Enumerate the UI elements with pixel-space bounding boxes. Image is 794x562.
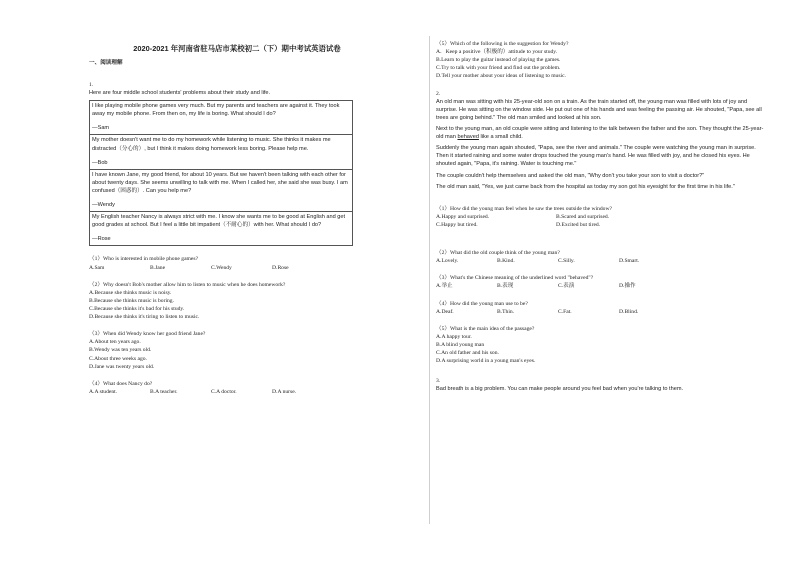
- question-2-3: [436, 274, 769, 290]
- option-d[interactable]: D.操作: [619, 283, 636, 290]
- option-a[interactable]: A.Lovely.: [436, 258, 459, 265]
- option-b[interactable]: B.Jane: [150, 264, 166, 271]
- question-2-1: [436, 205, 769, 229]
- passage-paragraph: The old man said, "Yes, we just came back from the hospital as today my son got his eyesight for the first time in his life.": [436, 183, 735, 190]
- letter-sam: [90, 101, 352, 135]
- option-d[interactable]: D.Rose: [272, 264, 289, 271]
- option-c[interactable]: C.Because she thinks it's bad for his study.: [89, 306, 185, 313]
- options: [436, 282, 769, 290]
- question-text: （4）How did the young man use to be?: [436, 300, 528, 307]
- question-text: （3）What's the Chinese meaning of the underlined word "behaved"?: [436, 275, 594, 282]
- question-2-4: [436, 300, 769, 316]
- option-c[interactable]: C.About three weeks ago.: [89, 355, 147, 362]
- letter-text: My mother doesn't want me to do my homework while listening to music. She thinks it makes me distracted（分心的）, but I think it makes doing homework less boring. Please help me.: [92, 137, 331, 152]
- question-2-5: [436, 325, 769, 366]
- option-b[interactable]: B.Kind.: [497, 258, 515, 265]
- question-2-2: [436, 249, 769, 265]
- option-a[interactable]: A．Keep a positive（积极的）attitude to your study.: [436, 49, 558, 56]
- passage-paragraph: The couple couldn't help themselves and asked the old man, "Why don't you take your son to visit a doctor?": [436, 172, 705, 179]
- options: [436, 257, 769, 265]
- letter-wendy: [90, 170, 352, 212]
- passage-3-number: 3.: [436, 378, 441, 385]
- letter-text: I have known Jane, my good friend, for about 10 years. But we haven't been talking with each other for about twenty days. She seems unwilling to talk with me. When I called her, she said she was busy. I am confused（困惑的）. Can you help me?: [92, 171, 348, 194]
- option-b[interactable]: B.Learn to play the guitar instead of playing the games.: [436, 57, 561, 64]
- option-d[interactable]: D.Jane was twenty years old.: [89, 363, 155, 370]
- underlined-word: behaved: [457, 134, 479, 141]
- exam-title: 2020-2021 年河南省驻马店市某校初二（下）期中考试英语试卷: [133, 44, 341, 53]
- question-1-2: [89, 281, 354, 322]
- question-1-1: [89, 255, 354, 271]
- option-b[interactable]: B.表现: [497, 283, 514, 290]
- text-after: like a small child.: [478, 134, 523, 141]
- option-d[interactable]: D.Blind.: [619, 308, 639, 315]
- option-a[interactable]: A.Because she thinks music is noisy.: [89, 289, 172, 296]
- text-before: Next to the young man, an old couple were sitting and listening to the talk between the father and the son. They thought the 25-year-old man: [436, 125, 764, 141]
- passage-2-text: [436, 98, 769, 191]
- passage-paragraph: Suddenly the young man again shouted, "Papa, see the river and animals." The couple were watching the young man in surprise. Then it started raining and some water drops touched the young man's hand. He was filled with joy, and he closed his eyes. He shouted again, "Papa, it's raining. Water is touching me.": [436, 145, 756, 168]
- option-c[interactable]: C.Happy but tired.: [436, 221, 478, 228]
- passage-paragraph-underlined: [436, 125, 769, 141]
- column-divider: [429, 36, 430, 524]
- option-b[interactable]: B.Wendy was ten years old.: [89, 347, 152, 354]
- option-c[interactable]: C.A doctor.: [211, 388, 237, 395]
- letter-text: I like playing mobile phone games very much. But my parents and teachers are against it. They took away my mobile phone. From then on, my life is boring. What should I do?: [92, 103, 340, 118]
- option-c[interactable]: C.Wendy: [211, 264, 232, 271]
- option-d[interactable]: D.Tell your mother about your ideas of listening to music.: [436, 73, 566, 80]
- letter-signature: —Wendy: [92, 202, 115, 209]
- letter-text: My English teacher Nancy is always strict with me. I know she wants me to be good at English and get good grades at school. But I feel a little bit impatient（不耐心的）with her. What should I do?: [92, 214, 346, 229]
- letter-signature: —Bob: [92, 159, 108, 166]
- right-column: [436, 40, 769, 394]
- option-b[interactable]: B.Because she thinks music is boring.: [89, 297, 174, 304]
- option-c[interactable]: C.Silly.: [558, 258, 575, 265]
- question-text: （2）What did the old couple think of the young man?: [436, 250, 560, 257]
- option-a[interactable]: A.举止: [436, 283, 453, 290]
- options: [89, 388, 354, 396]
- option-d[interactable]: D.Smart.: [619, 258, 640, 265]
- option-b[interactable]: B.Scared and surprised.: [556, 213, 610, 220]
- passage-1-number: 1.: [89, 81, 94, 88]
- passage-1-intro: Here are four middle school students' problems about their study and life.: [89, 89, 271, 96]
- question-text: （4）What does Nancy do?: [89, 380, 153, 387]
- options: [436, 308, 769, 316]
- option-a[interactable]: A.Deaf.: [436, 308, 454, 315]
- letters-table: [89, 100, 353, 246]
- options: [89, 264, 354, 272]
- passage-paragraph: An old man was sitting with his 25-year-old son on a train. As the train started off, the young man was filled with lots of joy and surprise. He was sitting on the window side. He put out one of his hands and was feeling the passing air. He shouted, "Papa, see all trees are going behind." The old man smiled and looked at his son.: [436, 98, 762, 121]
- letter-signature: —Rose: [92, 236, 111, 243]
- option-a[interactable]: A.Happy and surprised.: [436, 213, 490, 220]
- question-text: （3）When did Wendy know her good friend Jane?: [89, 331, 206, 338]
- question-1-5: [436, 40, 769, 81]
- letter-bob: [90, 135, 352, 169]
- option-a[interactable]: A.A happy tour.: [436, 333, 472, 340]
- option-d[interactable]: D.Excited but tired.: [556, 221, 601, 228]
- question-text: （5）What is the main idea of the passage?: [436, 325, 535, 332]
- passage-2-number: 2.: [436, 90, 441, 97]
- option-a[interactable]: A.Sam: [89, 264, 105, 271]
- left-column: [89, 44, 354, 396]
- option-b[interactable]: B.A blind young man: [436, 341, 485, 348]
- question-1-3: [89, 330, 354, 371]
- option-c[interactable]: C.Try to talk with your friend and find out the problem.: [436, 65, 561, 72]
- option-a[interactable]: A.A student.: [89, 388, 118, 395]
- option-d[interactable]: D.A surprising world in a young man's eyes.: [436, 358, 536, 365]
- letter-rose: [90, 212, 352, 245]
- option-c[interactable]: C.Fat.: [558, 308, 572, 315]
- options: [436, 213, 696, 229]
- option-c[interactable]: C.表演: [558, 283, 575, 290]
- option-b[interactable]: B.Thin.: [497, 308, 515, 315]
- option-c[interactable]: C.An old father and his son.: [436, 350, 499, 357]
- question-text: （5）Which of the following is the suggestion for Wendy?: [436, 41, 569, 47]
- option-d[interactable]: D.A nurse.: [272, 388, 297, 395]
- question-text: （2）Why doesn't Bob's mother allow him to listen to music when he does homework?: [89, 281, 286, 288]
- option-d[interactable]: D.Because she thinks it's tiring to listen to music.: [89, 314, 200, 321]
- section-heading: 一、阅读理解: [89, 59, 123, 66]
- letter-signature: —Sam: [92, 125, 110, 132]
- question-text: （1）How did the young man feel when he saw the trees outside the window?: [436, 205, 613, 212]
- option-a[interactable]: A.About ten years ago.: [89, 339, 141, 346]
- passage-3-text: Bad breath is a big problem. You can make people around you feel bad when you're talking to them.: [436, 386, 684, 393]
- question-1-4: [89, 380, 354, 396]
- option-b[interactable]: B.A teacher.: [150, 388, 178, 395]
- question-text: （1）Who is interested in mobile phone games?: [89, 256, 199, 263]
